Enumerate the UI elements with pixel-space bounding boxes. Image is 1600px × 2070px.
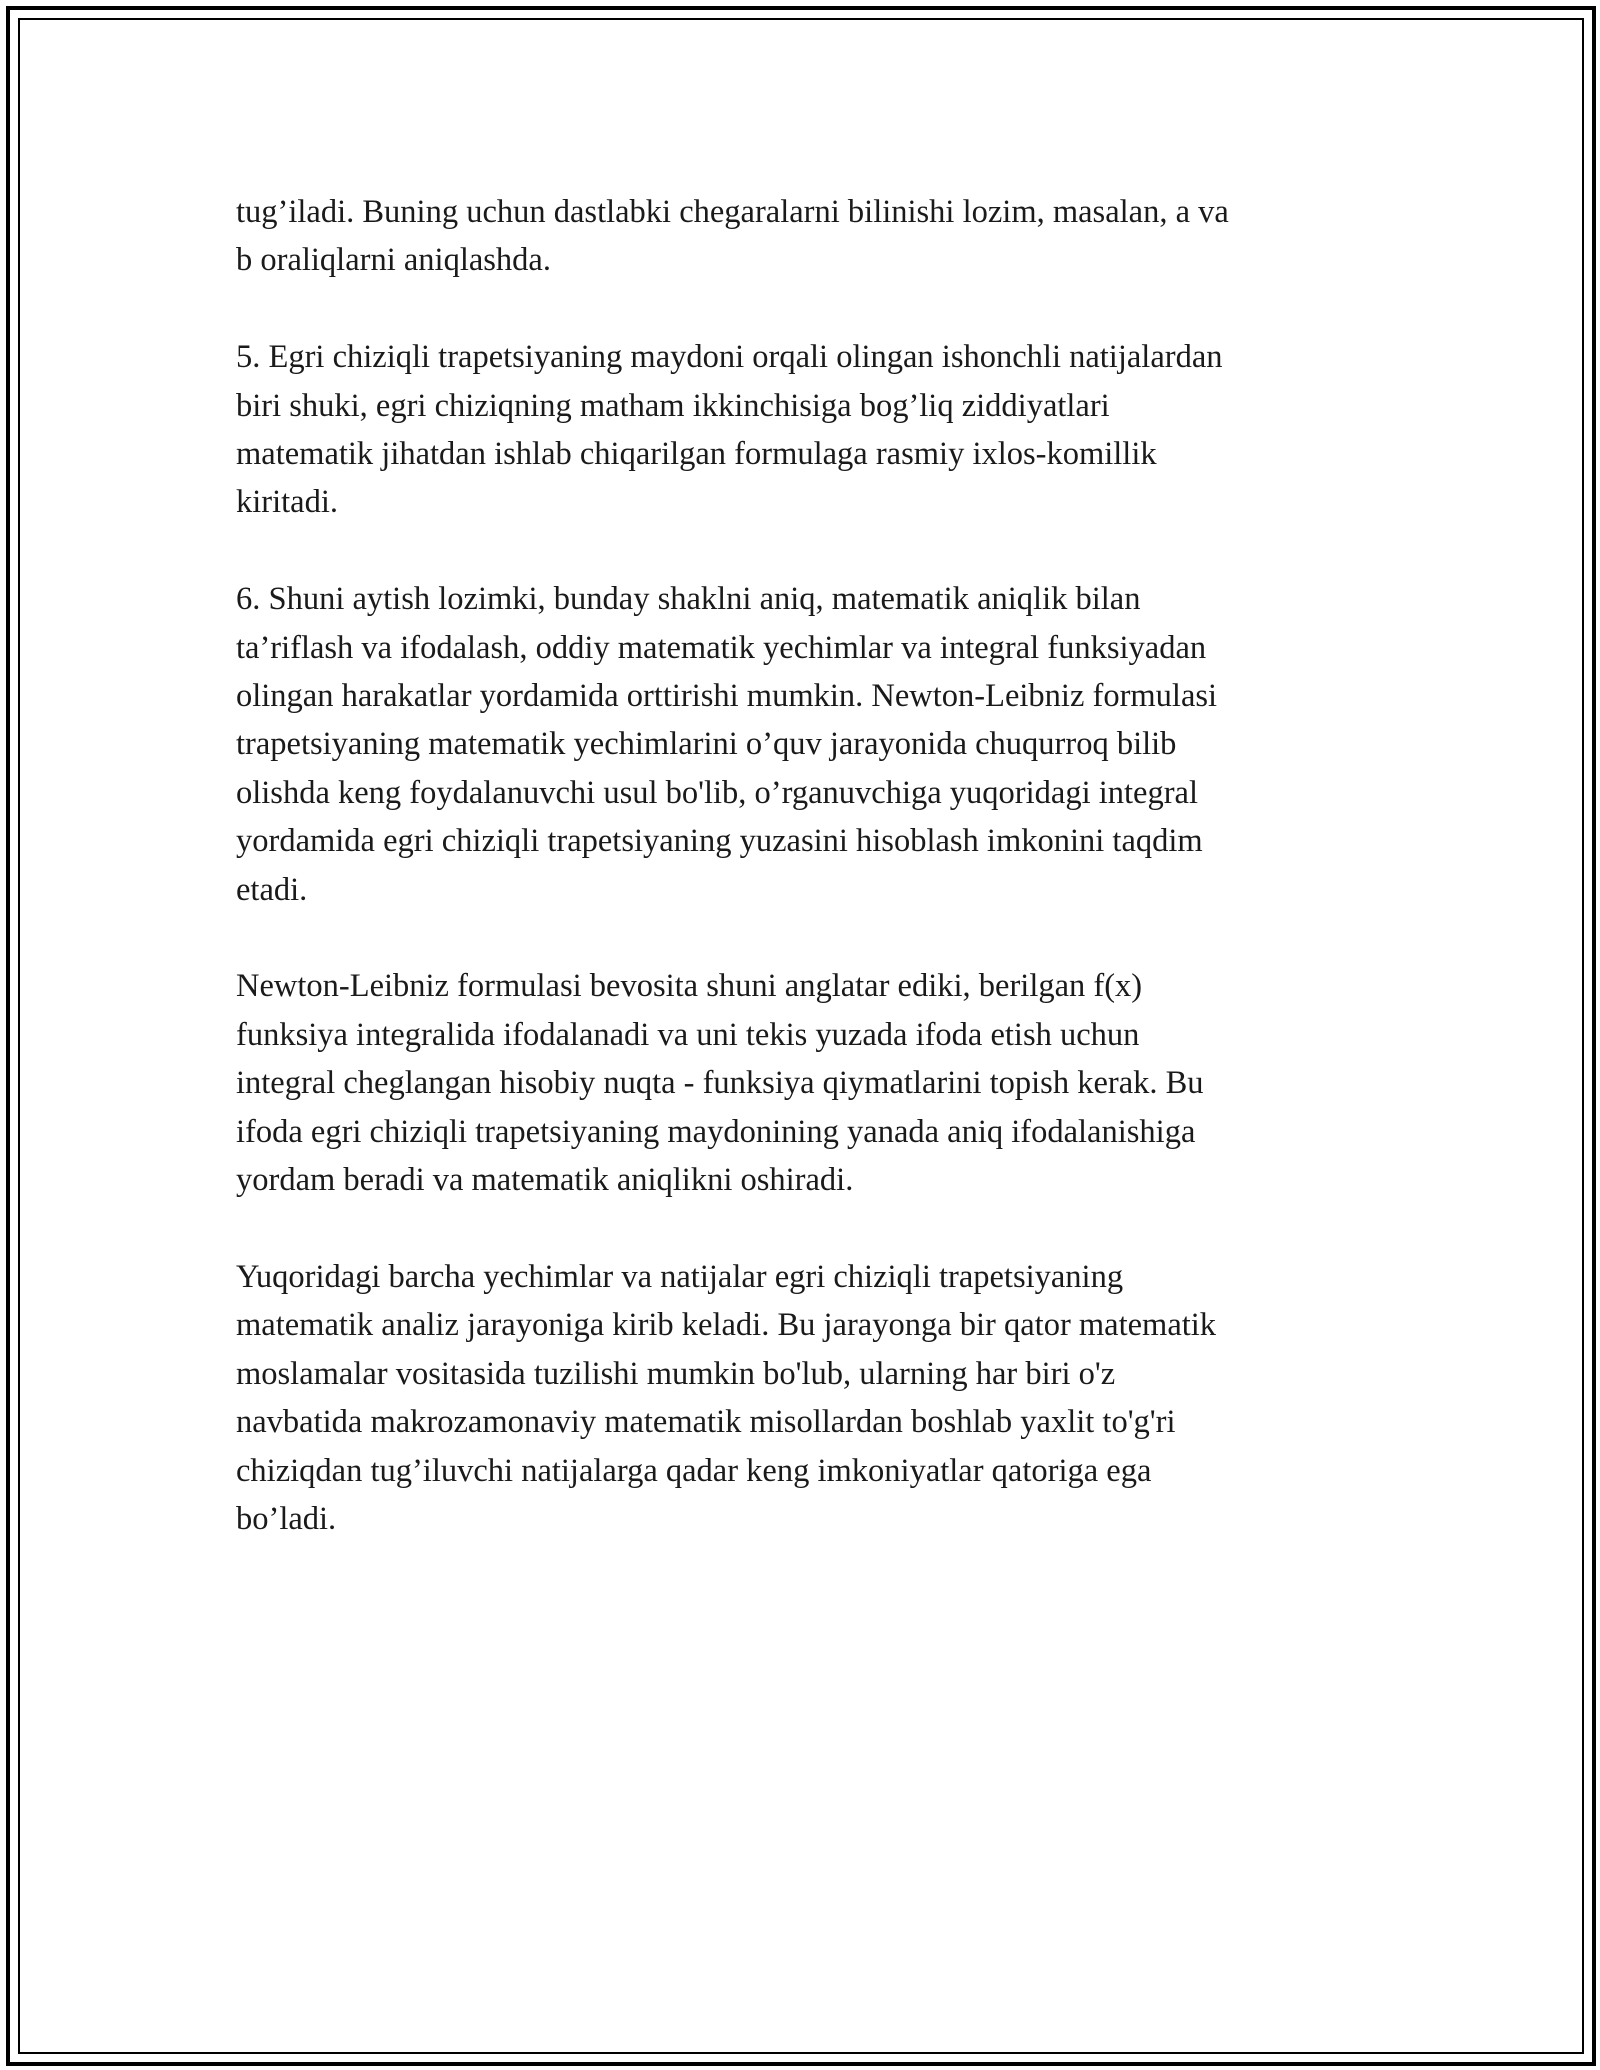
paragraph-point-5: 5. Egri chiziqli trapetsiyaning maydoni orqali olingan ishonchli natijalardan biri shuki, egri chiziqning matham ikkinchisiga bog’liq ziddiyatlari matematik jihatdan ishlab chiqarilgan formulaga rasmiy ixlos-komillik kiritadi.: [236, 339, 1223, 521]
paragraph-continuation: tug’iladi. Buning uchun dastlabki chegaralarni bilinishi lozim, masalan, a va b oraliqlarni aniqlashda.: [236, 194, 1229, 279]
document-body: [236, 188, 1366, 1592]
paragraph-point-6: 6. Shuni aytish lozimki, bunday shaklni aniq, matematik aniqlik bilan ta’riflash va ifodalash, oddiy matematik yechimlar va integral funksiyadan olingan harakatlar yordamida orttirishi mumkin. Newton-Leibniz formulasi trapetsiyaning matematik yechimlarini o’quv jarayonida chuqurroq bilib olishda keng foydalanuvchi usul bo'lib, o’rganuvchiga yuqoridagi integral yordamida egri chiziqli trapetsiyaning yuzasini hisoblash imkonini taqdim etadi.: [236, 581, 1218, 908]
paragraph-conclusion: Yuqoridagi barcha yechimlar va natijalar egri chiziqli trapetsiyaning matematik analiz jarayoniga kirib keladi. Bu jarayonga bir qator matematik moslamalar vositasida tuzilishi mumkin bo'lub, ularning har biri o'z navbatida makrozamonaviy matematik misollardan boshlab yaxlit to'g'ri chiziqdan tug’iluvchi natijalarga qadar keng imkoniyatlar qatoriga ega bo’ladi.: [236, 1258, 1217, 1537]
paragraph-newton-leibniz: Newton-Leibniz formulasi bevosita shuni anglatar ediki, berilgan f(x) funksiya integralida ifodalanadi va uni tekis yuzada ifoda etish uchun integral cheglangan hisobiy nuqta - funksiya qiymatlarini topish kerak. Bu ifoda egri chiziqli trapetsiyaning maydonining yanada aniq ifodalanishiga yordam beradi va matematik aniqlikni oshiradi.: [236, 968, 1204, 1199]
